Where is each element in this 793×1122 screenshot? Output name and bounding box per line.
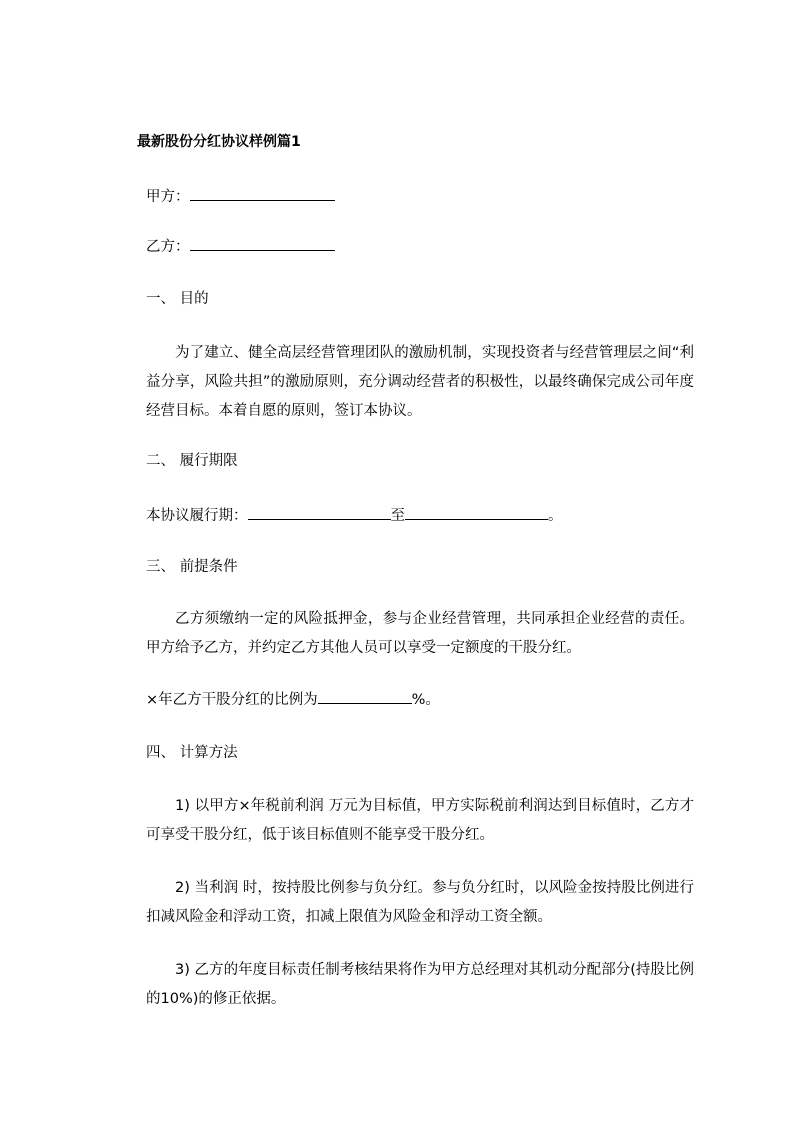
- ratio-line: [146, 689, 440, 710]
- section-3-body: 乙方须缴纳一定的风险抵押金，参与企业经营管理，共同承担企业经营的责任。甲方给予乙方，并约定乙方其他人员可以享受一定额度的干股分红。: [146, 611, 694, 656]
- party-a-label: 甲方：: [146, 189, 190, 205]
- term-start-blank: [248, 505, 391, 520]
- party-b-blank: [190, 236, 335, 251]
- ratio-suffix: %。: [411, 692, 440, 708]
- document-title: 最新股份分红协议样例篇1: [137, 134, 301, 150]
- term-end-blank: [405, 505, 548, 520]
- section-1-body: 为了建立、健全高层经营管理团队的激励机制，实现投资者与经营管理层之间“利益分享，风险共担”的激励原则，充分调动经营者的积极性，以最终确保完成公司年度经营目标。本着自愿的原则，签订本协议。: [146, 345, 694, 419]
- party-a-line: [146, 186, 335, 207]
- ratio-prefix: ×年乙方干股分红的比例为: [146, 692, 318, 708]
- method-item-2: 2) 当利润 时，按持股比例参与负分红。参与负分红时，以风险金按持股比例进行扣减风险金和浮动工资，扣减上限值为风险金和浮动工资全额。: [146, 880, 694, 925]
- term-mid: 至: [390, 508, 405, 524]
- section-3-heading: 三、 前提条件: [146, 559, 238, 575]
- section-1-heading: 一、 目的: [146, 291, 209, 307]
- party-b-line: [146, 236, 335, 257]
- party-b-label: 乙方：: [146, 239, 190, 255]
- term-line: [146, 505, 563, 526]
- ratio-blank: [318, 689, 412, 704]
- method-item-3: 3) 乙方的年度目标责任制考核结果将作为甲方总经理对其机动分配部分(持股比例的10%)的修正依据。: [146, 962, 694, 1007]
- section-4-heading: 四、 计算方法: [146, 745, 238, 761]
- party-a-blank: [190, 186, 335, 201]
- method-item-1: 1) 以甲方×年税前利润 万元为目标值，甲方实际税前利润达到目标值时，乙方才可享受干股分红，低于该目标值则不能享受干股分红。: [146, 798, 694, 843]
- term-end: 。: [548, 508, 563, 524]
- section-2-heading: 二、 履行期限: [146, 453, 238, 469]
- term-prefix: 本协议履行期：: [146, 508, 248, 524]
